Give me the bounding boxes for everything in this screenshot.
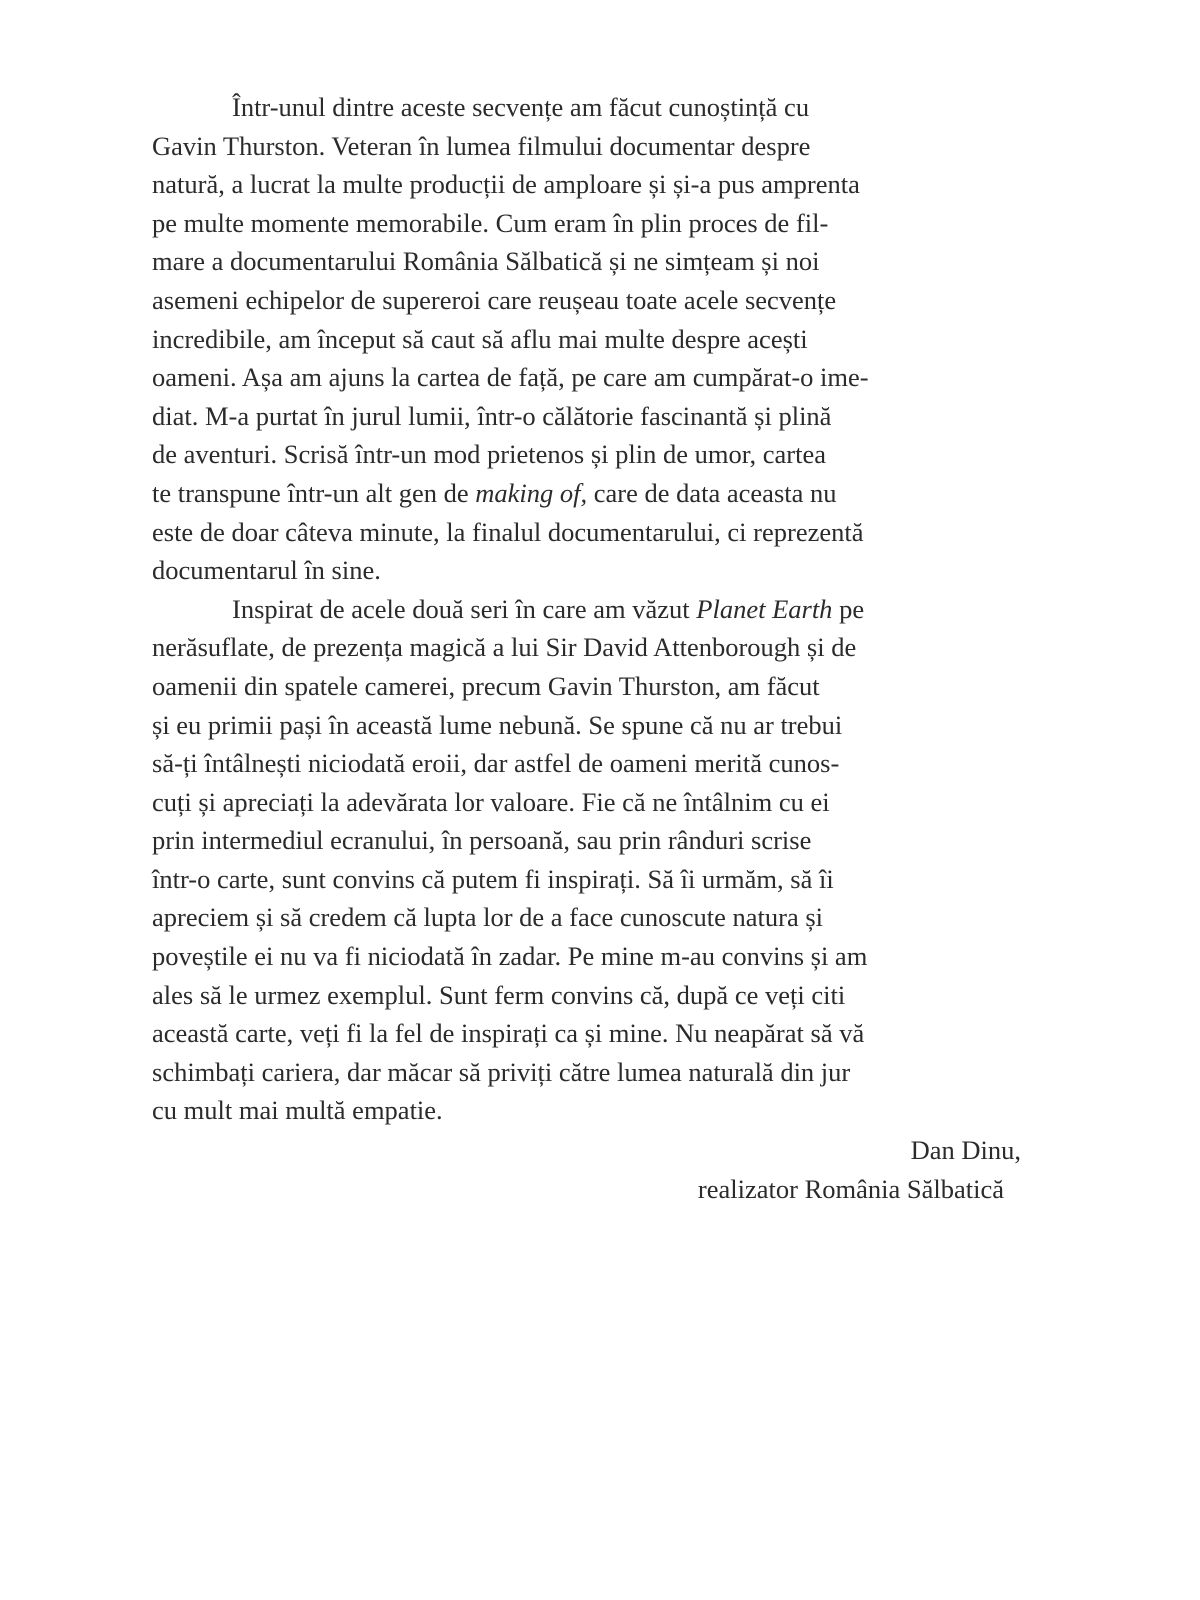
body-text [152,88,1052,1130]
text-line: într-o carte, sunt convins că putem fi inspirați. Să îi urmăm, să îi [152,863,834,894]
text-line: apreciem și să credem că lupta lor de a face cunoscute natura și [152,902,824,933]
paragraph-1 [152,88,1052,590]
italic-title: Planet Earth [696,593,833,624]
text-line: documentarul în sine. [152,555,381,586]
text-line: schimbați cariera, dar măcar să priviți către lumea naturală din jur [152,1056,851,1087]
text-line: cu mult mai multă empatie. [152,1095,443,1126]
text-line: mare a documentarului România Sălbatică și ne simțeam și noi [152,246,820,277]
text-segment: pe [832,593,865,624]
text-line: oameni. Așa am ajuns la cartea de față, pe care am cumpărat-o ime- [152,362,869,393]
text-line: natură, a lucrat la multe producții de amploare și și-a pus amprenta [152,169,860,200]
text-segment: te transpune într-un alt gen de [152,477,476,508]
text-line: de aventuri. Scrisă într-un mod prietenos și plin de umor, cartea [152,439,826,470]
text-line [152,474,1052,513]
text-line: această carte, veți fi la fel de inspirați ca și mine. Nu neapărat să vă [152,1018,865,1049]
text-line: Gavin Thurston. Veteran în lumea filmului documentar despre [152,130,811,161]
text-line: asemeni echipelor de supereroi care reușeau toate acele secvențe [152,284,837,315]
text-line: să-ți întâlnești niciodată eroii, dar astfel de oameni merită cunos- [152,748,840,779]
text-line: cuți și apreciați la adevărata lor valoare. Fie că ne întâlnim cu ei [152,786,830,817]
text-line: oamenii din spatele camerei, precum Gavin Thurston, am făcut [152,670,820,701]
text-line: diat. M-a purtat în jurul lumii, într-o călătorie fascinantă și plină [152,400,832,431]
text-segment: Inspirat de acele două seri în care am văzut [232,593,697,624]
signature [697,1131,1021,1208]
text-line: poveștile ei nu va fi niciodată în zadar. Pe mine m-au convins și am [152,941,868,972]
text-line: prin intermediul ecranului, în persoană, sau prin rânduri scrise [152,825,812,856]
text-line: incredibile, am început să caut să aflu mai multe despre acești [152,323,808,354]
text-line: este de doar câteva minute, la finalul documentarului, ci reprezentă [152,516,864,547]
text-line: Într-unul dintre aceste secvențe am făcut cunoștință cu [232,92,810,122]
text-segment: care de data aceasta nu [587,477,837,508]
italic-title: making of, [475,477,588,508]
text-line: și eu primii pași în această lume nebună. Se spune că nu ar trebui [152,709,843,740]
author-role: realizator România Sălbatică [697,1173,1004,1204]
paragraph-2 [152,590,1052,1130]
text-line: ales să le urmez exemplul. Sunt ferm convins că, după ce veți citi [152,979,846,1010]
text-line [152,590,1052,629]
text-line: nerăsuflate, de prezența magică a lui Sir David Attenborough și de [152,632,857,663]
text-line: pe multe momente memorabile. Cum eram în plin proces de fil- [152,207,829,238]
author-name: Dan Dinu, [910,1135,1021,1165]
